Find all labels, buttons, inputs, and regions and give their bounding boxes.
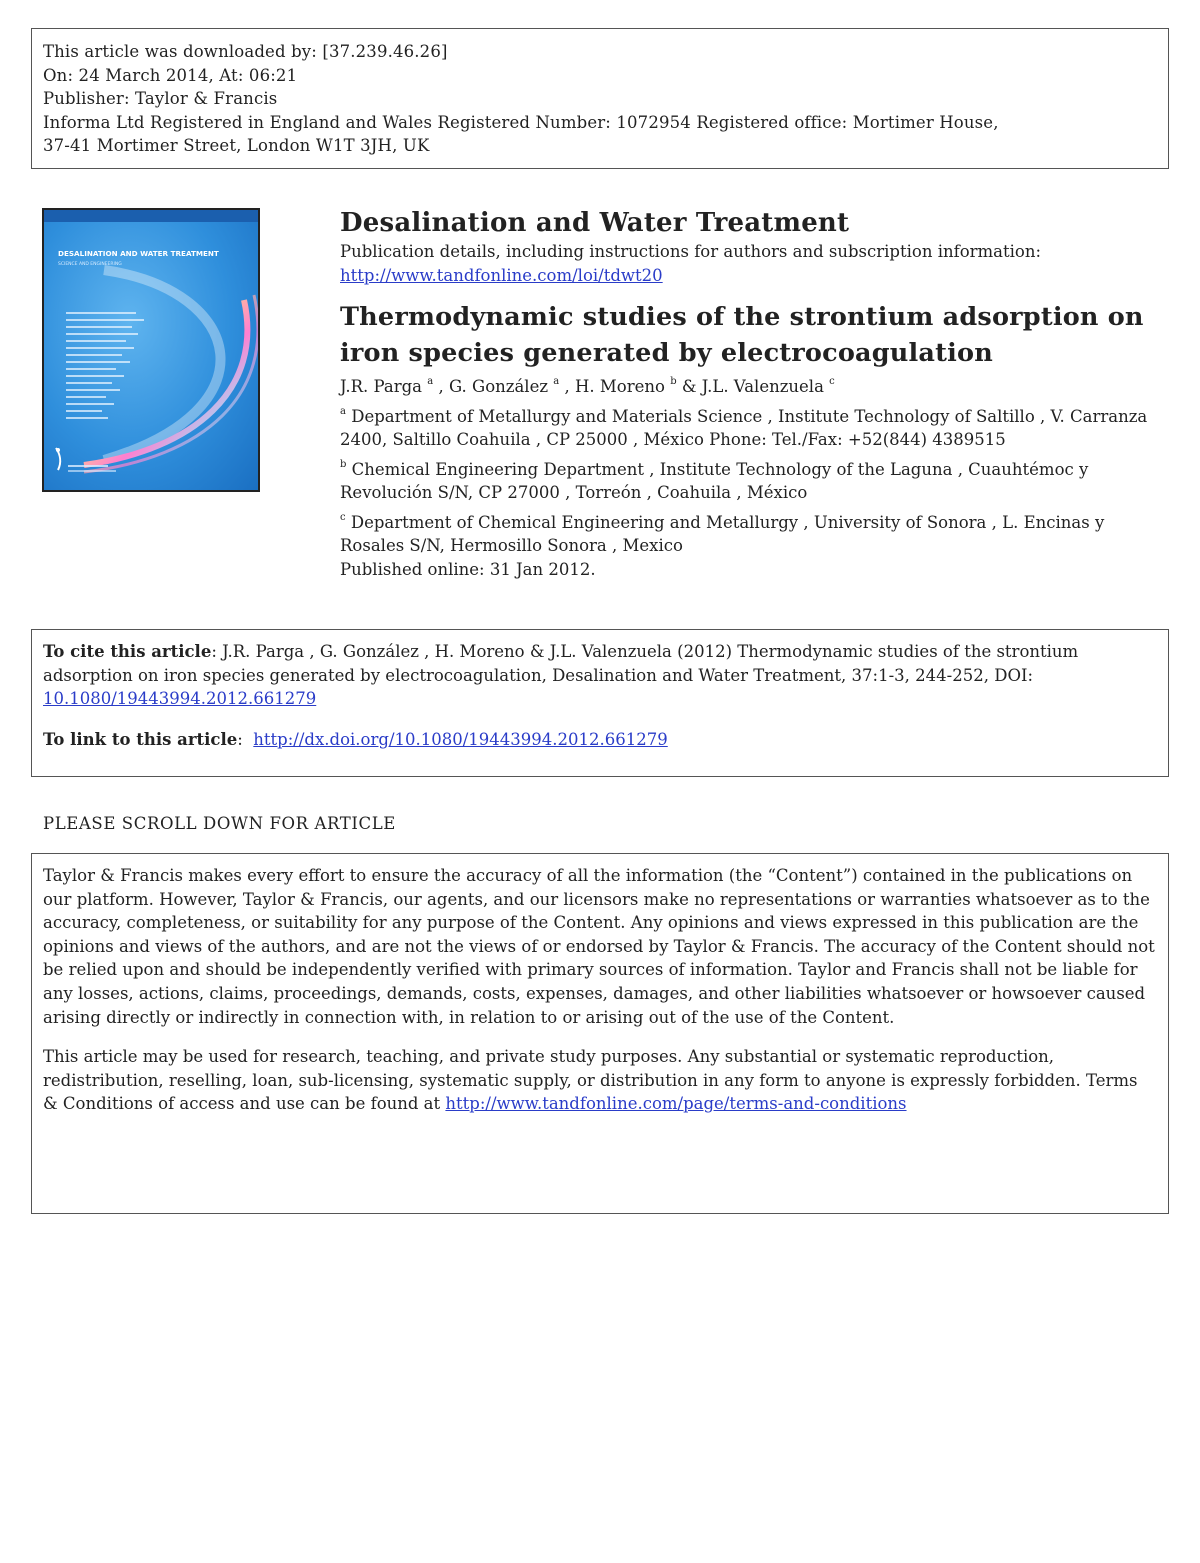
article-title-line2: iron species generated by electrocoagulation xyxy=(340,338,993,368)
cover-subtitle: SCIENCE AND ENGINEERING xyxy=(58,262,122,267)
affiliation-c xyxy=(340,511,1170,558)
registered-office-line1: Informa Ltd Registered in England and Wales Registered Number: 1072954 Registered office: Mortimer House, xyxy=(43,112,999,132)
cite-label: To cite this article xyxy=(43,642,212,661)
cover-masthead: DESALINATION AND WATER TREATMENT xyxy=(58,249,219,258)
disclaimer-paragraph-2 xyxy=(43,1045,1157,1116)
scroll-down-note: PLEASE SCROLL DOWN FOR ARTICLE xyxy=(43,814,396,833)
download-ip: This article was downloaded by: [37.239.46.26] xyxy=(43,42,448,61)
disclaimer-paragraph-1: Taylor & Francis makes every effort to ensure the accuracy of all the information (the “Content”) contained in the publications on our platform. However, Taylor & Francis, our agents, and our licensors make no representations or warranties whatsoever as to the accuracy, completeness, or suitability for any purpose of the Content. Any opinions and views expressed in this publication are the opinions and views of the authors, and are not the views of or endorsed by Taylor & Francis. The accuracy of the Content should not be relied upon and should be independently verified with primary sources of information. Taylor and Francis shall not be liable for any losses, actions, claims, proceedings, demands, costs, expenses, damages, and other liabilities whatsoever or howsoever caused arising directly or indirectly in connection with, in relation to or arising out of the use of the Content. xyxy=(43,866,1155,1027)
disclaimer-box xyxy=(31,853,1169,1214)
published-online: Published online: 31 Jan 2012. xyxy=(340,560,596,580)
journal-cover-image xyxy=(42,208,260,492)
author-affil-mark: a xyxy=(553,376,560,387)
citation-box xyxy=(31,629,1169,777)
affil-text: Department of Chemical Engineering and Metallurgy , University of Sonora , L. Encinas y Rosales S/N, Hermosillo Sonora , Mexico xyxy=(340,512,1105,556)
author-name: H. Moreno xyxy=(575,377,665,396)
publisher: Publisher: Taylor & Francis xyxy=(43,89,278,109)
author-name: G. González xyxy=(448,377,549,396)
terms-text: This article may be used for research, teaching, and private study purposes. Any substantial or systematic reproduction, redistribution, reselling, loan, sub-licensing, systematic supply, or distribution in any form to anyone is expressly forbidden. Terms & Conditions of access and use can be found at xyxy=(43,1047,1138,1114)
affil-text: Department of Metallurgy and Materials Science , Institute Technology of Saltillo , V. Carranza 2400, Saltillo Coahuila , CP 25000 , México Phone: Tel./Fax: +52(844) 4389515 xyxy=(340,406,1148,450)
link-label: To link to this article xyxy=(43,729,238,749)
affil-mark: a xyxy=(340,405,346,417)
affiliation-a xyxy=(340,405,1170,452)
link-separator: : xyxy=(237,729,243,749)
cite-text xyxy=(43,640,1157,711)
link-row xyxy=(43,728,1157,752)
article-title xyxy=(340,299,1170,371)
journal-title: Desalination and Water Treatment xyxy=(340,208,850,238)
doi-link[interactable]: 10.1080/19443994.2012.661279 xyxy=(43,689,317,709)
author-name: J.L. Valenzuela xyxy=(701,377,824,396)
author-affil-mark: a xyxy=(427,376,434,387)
author-separator: , xyxy=(433,377,449,396)
author-separator: & xyxy=(676,377,702,396)
affil-text: Chemical Engineering Department , Institute Technology of the Laguna , Cuauhtémoc y Revolución S/N, CP 27000 , Torreón , Coahuila , México xyxy=(340,459,1089,503)
cover-artwork xyxy=(44,210,258,490)
article-title-line1: Thermodynamic studies of the strontium adsorption on xyxy=(340,302,1144,332)
affil-mark: b xyxy=(340,458,347,470)
author-list xyxy=(340,375,1170,399)
author-separator: , xyxy=(559,377,576,396)
cite-body: : J.R. Parga , G. González , H. Moreno & J.L. Valenzuela (2012) Thermodynamic studies of the strontium adsorption on iron species generated by electrocoagulation, Desalination and Water Treatment, 37:1-3, 244-252, DOI: xyxy=(43,642,1079,685)
journal-url-link[interactable]: http://www.tandfonline.com/loi/tdwt20 xyxy=(340,265,663,285)
download-info-box xyxy=(31,28,1169,169)
author-affil-mark: b xyxy=(670,376,677,387)
publication-details: Publication details, including instructions for authors and subscription information: xyxy=(340,242,1042,261)
cover-topic-list xyxy=(66,312,144,419)
download-date: On: 24 March 2014, At: 06:21 xyxy=(43,65,298,85)
affil-mark: c xyxy=(340,511,346,523)
author-affil-mark: c xyxy=(829,376,835,387)
affiliation-b xyxy=(340,458,1170,505)
article-header xyxy=(340,206,1170,582)
article-doi-url-link[interactable]: http://dx.doi.org/10.1080/19443994.2012.661279 xyxy=(253,729,668,749)
registered-office-line2: 37-41 Mortimer Street, London W1T 3JH, UK xyxy=(43,136,430,156)
author-name: J.R. Parga xyxy=(340,377,422,396)
terms-conditions-link[interactable]: http://www.tandfonline.com/page/terms-and-conditions xyxy=(445,1094,907,1114)
